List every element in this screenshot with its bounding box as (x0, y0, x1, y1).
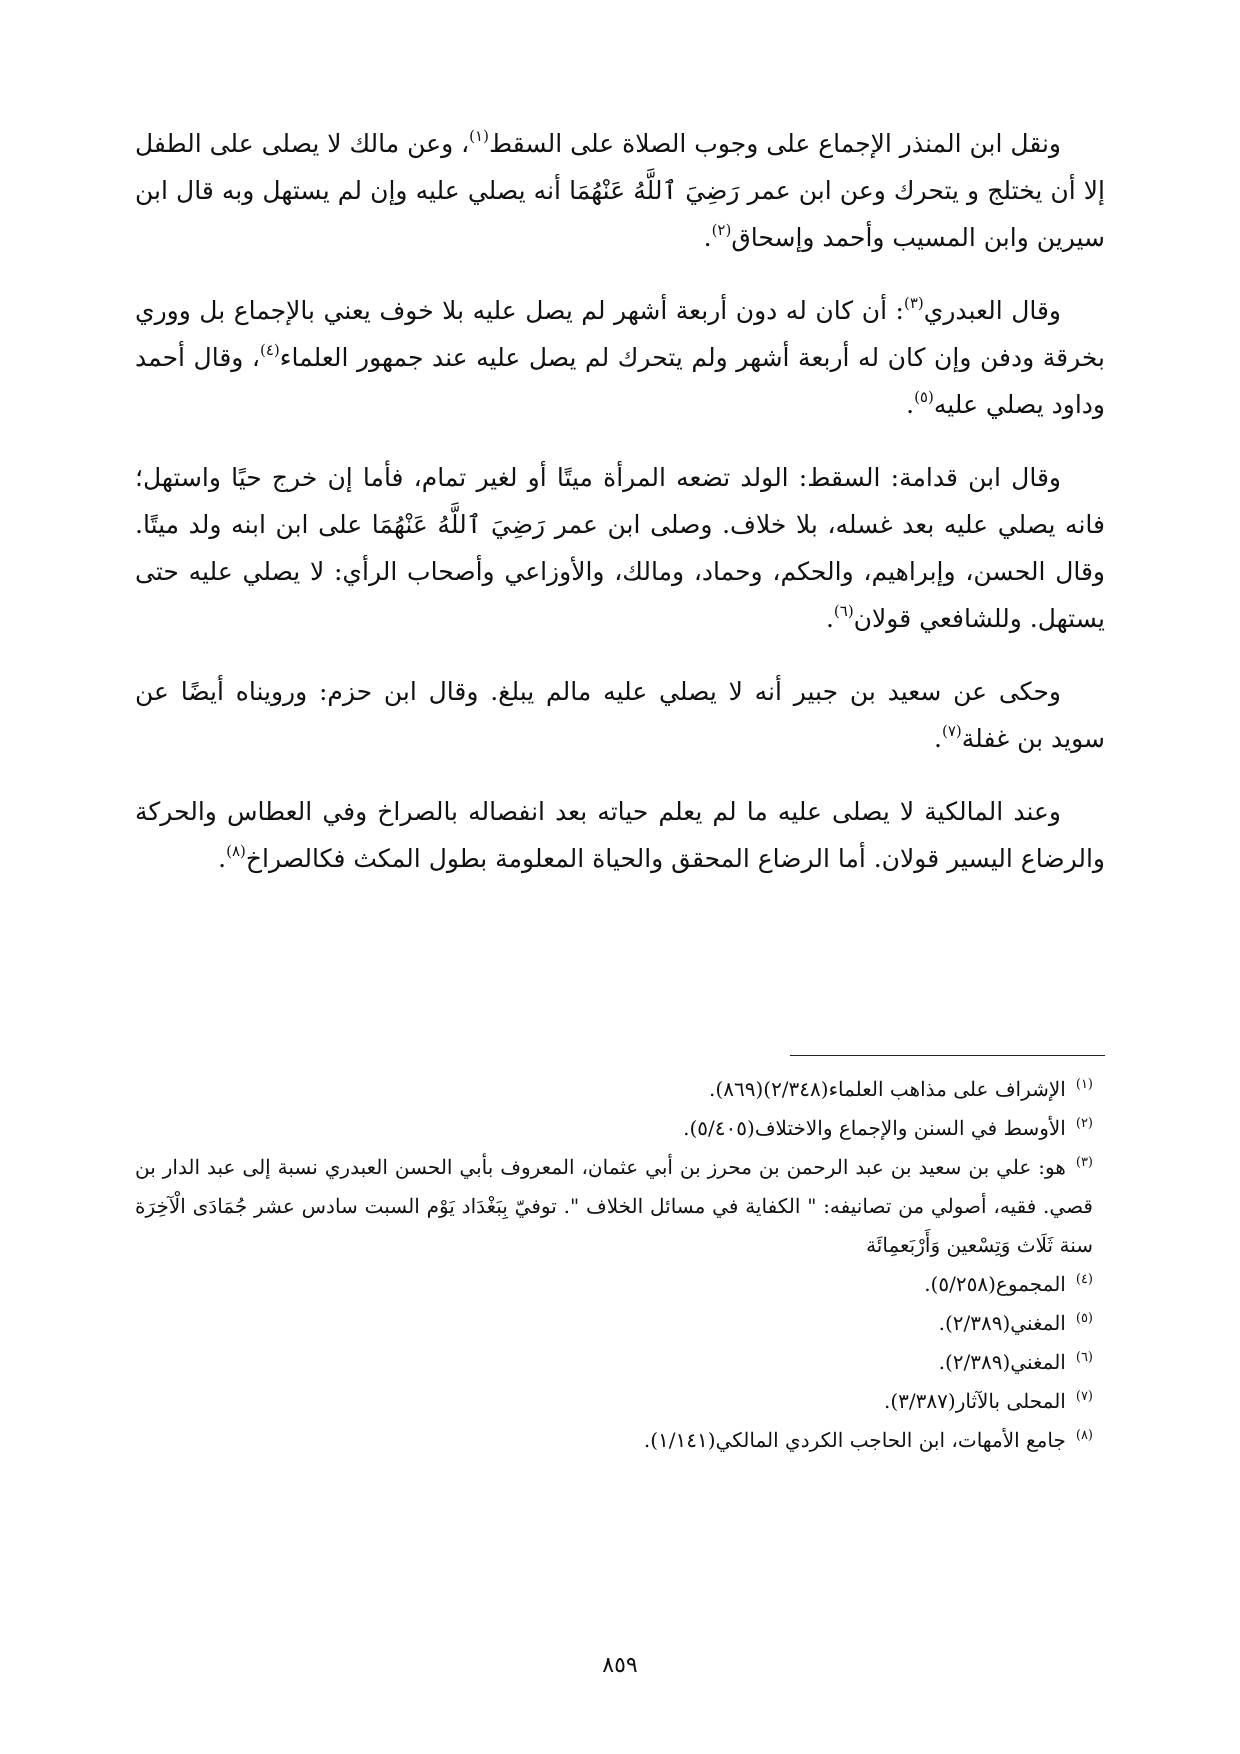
text-run: ونقل ابن المنذر الإجماع على وجوب الصلاة على السقط (488, 129, 1061, 158)
paragraph-2 (135, 287, 1105, 428)
text-run: . (703, 223, 712, 252)
page-number: ٨٥٩ (602, 1653, 638, 1678)
footnote-2 (135, 1109, 1105, 1148)
footnote-3 (135, 1148, 1105, 1265)
text-run: وحكى عن سعيد بن جبير أنه لا يصلي عليه مالم يبلغ. وقال ابن حزم: ورويناه أيضًا عن سويد بن غفلة (135, 677, 1105, 753)
footnote-number: (٤) (1075, 1272, 1093, 1287)
text-run: . (906, 390, 915, 419)
footnote-number: (٦) (1075, 1350, 1093, 1365)
text-run: وقال العبدري (923, 296, 1061, 325)
footnote-text: المغني(٢/٣٨٩). (938, 1311, 1066, 1335)
footnote-number: (٥) (1075, 1311, 1093, 1326)
text-run: . (825, 604, 834, 633)
footnote-7 (135, 1382, 1105, 1421)
footnote-ref-7[interactable]: (٧) (941, 722, 962, 740)
footnote-ref-2[interactable]: (٢) (711, 221, 732, 239)
paragraph-1 (135, 120, 1105, 261)
footnote-number: (١) (1075, 1077, 1093, 1092)
footnote-text: الإشراف على مذاهب العلماء(٢/٣٤٨)(٨٦٩). (709, 1077, 1066, 1101)
footnote-ref-1[interactable]: (١) (469, 127, 489, 145)
text-run: وقال ابن قدامة: السقط: الولد تضعه المرأة ميتًا أو لغير تمام، فأما إن خرج حيًا واستهل؛ فانه يصلي عليه بعد غسله، بلا خلاف. وصلى ابن عمر رَضِيَ ٱللَّهُ عَنْهُمَا على ابن ابنه ولد ميتًا. وقال الحسن، وإبراهيم، والحكم، وحماد، ومالك، والأوزاعي وأصحاب الرأي: لا يصلي عليه حتى يستهل. وللشافعي قولان (135, 463, 1105, 633)
footnote-ref-3[interactable]: (٣) (903, 294, 924, 312)
footnote-number: (٣) (1075, 1155, 1093, 1170)
footnote-text: جامع الأمهات، ابن الحاجب الكردي المالكي(١/١٤١). (643, 1428, 1066, 1452)
footnote-ref-6[interactable]: (٦) (833, 602, 854, 620)
paragraph-5 (135, 788, 1105, 882)
footnote-text: المجموع(٥/٢٥٨). (924, 1272, 1066, 1296)
paragraph-4 (135, 668, 1105, 762)
text-run: وعند المالكية لا يصلى عليه ما لم يعلم حياته بعد انفصاله بالصراخ وفي العطاس والحركة والرضاع اليسير قولان. أما الرضاع المحقق والحياة المعلومة بطول المكث فكالصراخ (135, 797, 1105, 873)
footnote-5 (135, 1304, 1105, 1343)
footnote-8 (135, 1421, 1105, 1460)
footnotes-section (135, 1070, 1105, 1460)
footnote-separator (790, 1055, 1105, 1056)
footnote-ref-5[interactable]: (٥) (914, 388, 934, 406)
footnote-number: (٨) (1075, 1428, 1093, 1443)
footnote-4 (135, 1265, 1105, 1304)
text-run: ، وعن مالك لا يصلى على الطفل إلا أن يختلج و يتحرك وعن ابن عمر رَضِيَ ٱللَّهُ عَنْهُمَا أنه يصلي عليه وإن لم يستهل وبه قال ابن سيرين وابن المسيب وأحمد وإسحاق (135, 129, 1105, 252)
paragraph-3 (135, 454, 1105, 642)
text-run: ، وقال أحمد وداود يصلي عليه (135, 343, 1105, 419)
footnote-text: المغني(٢/٣٨٩). (938, 1350, 1066, 1374)
text-run: . (218, 844, 227, 873)
footnote-1 (135, 1070, 1105, 1109)
footnote-text: المحلى بالآثار(٣/٣٨٧). (884, 1389, 1066, 1413)
footnote-text: هو: علي بن سعيد بن عبد الرحمن بن محرز بن أبي عثمان، المعروف بأبي الحسن العبدري نسبة إلى عبد الدار بن قصي. فقيه، أصولي من تصانيفه: " الكفاية في مسائل الخلاف ". توفيّ بِبَغْدَاد يَوْم السبت سادس عشر جُمَادَى الْآخِرَة سنة ثَلَاث وَتِسْعين وَأَرْبَعمِائَة (135, 1155, 1093, 1257)
footnote-text: الأوسط في السنن والإجماع والاختلاف(٥/٤٠٥). (683, 1116, 1066, 1140)
footnote-ref-4[interactable]: (٤) (259, 341, 280, 359)
text-run: : أن كان له دون أربعة أشهر لم يصل عليه بلا خوف يعني بالإجماع بل ووري بخرقة ودفن وإن كان له أربعة أشهر ولم يتحرك لم يصل عليه عند جمهور العلماء (135, 296, 1105, 372)
footnote-number: (٢) (1075, 1116, 1093, 1131)
main-text (135, 120, 1105, 908)
text-run: . (934, 724, 942, 753)
footnote-ref-8[interactable]: (٨) (226, 842, 246, 860)
footnote-number: (٧) (1075, 1389, 1093, 1404)
footnote-6 (135, 1343, 1105, 1382)
